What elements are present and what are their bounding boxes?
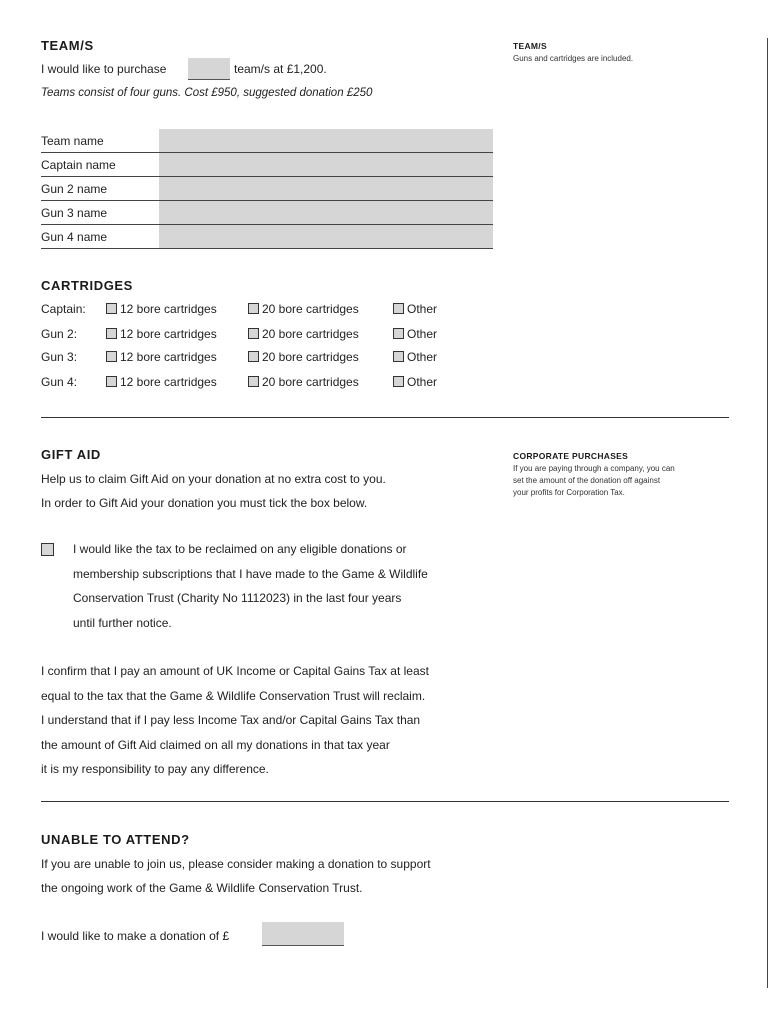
gun4-name-input[interactable] <box>159 225 493 248</box>
declaration-line: Conservation Trust (Charity No 1112023) in the last four years <box>73 591 402 605</box>
purchase-prefix: I would like to purchase <box>41 62 167 76</box>
checkbox-12-bore[interactable] <box>106 328 117 339</box>
gift-aid-checkbox[interactable] <box>41 543 54 556</box>
team-name-row <box>41 129 493 153</box>
team-note: Teams consist of four guns. Cost £950, suggested donation £250 <box>41 87 373 99</box>
cartridge-row-gun3 <box>41 350 481 368</box>
option-20-label: 20 bore cartridges <box>262 350 359 364</box>
checkbox-other[interactable] <box>393 351 404 362</box>
gun3-name-row <box>41 201 493 225</box>
donation-label: I would like to make a donation of £ <box>41 929 230 943</box>
option-other-label: Other <box>407 375 438 389</box>
checkbox-other[interactable] <box>393 328 404 339</box>
team-heading: TEAM/S <box>41 38 94 53</box>
option-20-label: 20 bore cartridges <box>262 375 359 389</box>
sidebar-corporate-line: your profits for Corporation Tax. <box>513 488 625 497</box>
option-12-label: 12 bore cartridges <box>120 302 217 316</box>
cartridge-row-gun2 <box>41 327 481 345</box>
donation-amount-field[interactable] <box>262 922 344 946</box>
checkbox-12-bore[interactable] <box>106 351 117 362</box>
team-name-input[interactable] <box>159 129 493 152</box>
gun2-name-row <box>41 177 493 201</box>
field-label: Captain name <box>41 158 116 172</box>
sidebar-corporate-heading: CORPORATE PURCHASES <box>513 451 629 461</box>
cartridge-row-gun4 <box>41 375 481 393</box>
checkbox-12-bore[interactable] <box>106 303 117 314</box>
unable-heading: UNABLE TO ATTEND? <box>41 832 190 847</box>
cartridge-row-label: Gun 4: <box>41 375 78 389</box>
section-divider <box>41 801 729 802</box>
checkbox-20-bore[interactable] <box>248 376 259 387</box>
sidebar-team-text: Guns and cartridges are included. <box>513 54 634 63</box>
field-label: Gun 2 name <box>41 182 108 196</box>
checkbox-other[interactable] <box>393 303 404 314</box>
gift-aid-confirmation <box>41 659 429 782</box>
purchase-suffix: team/s at £1,200. <box>234 62 327 76</box>
declaration-line: membership subscriptions that I have made to the Game & Wildlife <box>73 566 428 581</box>
sidebar-corporate-line: set the amount of the donation off against <box>513 476 661 485</box>
sidebar-corporate-text <box>513 463 733 499</box>
confirm-line: it is my responsibility to pay any difference. <box>41 762 269 776</box>
cartridge-row-label: Captain: <box>41 302 86 316</box>
field-label: Gun 3 name <box>41 206 108 220</box>
unable-line-1: If you are unable to join us, please consider making a donation to support <box>41 857 431 871</box>
gun4-name-row <box>41 225 493 249</box>
cartridge-row-label: Gun 3: <box>41 350 78 364</box>
option-12-label: 12 bore cartridges <box>120 327 217 341</box>
gift-aid-intro-1: Help us to claim Gift Aid on your donation at no extra cost to you. <box>41 472 386 486</box>
option-20-label: 20 bore cartridges <box>262 327 359 341</box>
gun3-name-input[interactable] <box>159 201 493 224</box>
unable-line-2: the ongoing work of the Game & Wildlife Conservation Trust. <box>41 881 363 895</box>
field-label: Gun 4 name <box>41 230 108 244</box>
confirm-line: the amount of Gift Aid claimed on all my donations in that tax year <box>41 737 390 752</box>
checkbox-12-bore[interactable] <box>106 376 117 387</box>
gift-aid-declaration <box>73 537 428 635</box>
row-rule <box>41 248 493 249</box>
gift-aid-intro-2: In order to Gift Aid your donation you must tick the box below. <box>41 496 368 510</box>
option-12-label: 12 bore cartridges <box>120 375 217 389</box>
option-other-label: Other <box>407 327 438 341</box>
page-edge-line <box>767 38 768 988</box>
checkbox-20-bore[interactable] <box>248 328 259 339</box>
gift-aid-heading: GIFT AID <box>41 447 101 462</box>
declaration-line: until further notice. <box>73 615 172 630</box>
confirm-line: I understand that if I pay less Income Tax and/or Capital Gains Tax than <box>41 713 421 727</box>
team-quantity-field[interactable] <box>188 58 230 80</box>
sidebar-team-heading: TEAM/S <box>513 41 547 51</box>
captain-name-row <box>41 153 493 177</box>
confirm-line: I confirm that I pay an amount of UK Income or Capital Gains Tax at least <box>41 664 429 678</box>
captain-name-input[interactable] <box>159 153 493 176</box>
option-12-label: 12 bore cartridges <box>120 350 217 364</box>
cartridges-heading: CARTRIDGES <box>41 278 133 293</box>
gun2-name-input[interactable] <box>159 177 493 200</box>
section-divider <box>41 417 729 418</box>
confirm-line: equal to the tax that the Game & Wildlife Conservation Trust will reclaim. <box>41 688 426 703</box>
option-20-label: 20 bore cartridges <box>262 302 359 316</box>
option-other-label: Other <box>407 302 438 316</box>
checkbox-20-bore[interactable] <box>248 303 259 314</box>
field-label: Team name <box>41 134 104 148</box>
option-other-label: Other <box>407 350 438 364</box>
sidebar-corporate-line: If you are paying through a company, you can <box>513 464 675 473</box>
checkbox-other[interactable] <box>393 376 404 387</box>
cartridge-row-captain <box>41 302 481 320</box>
cartridge-row-label: Gun 2: <box>41 327 78 341</box>
declaration-line: I would like the tax to be reclaimed on any eligible donations or <box>73 542 407 556</box>
checkbox-20-bore[interactable] <box>248 351 259 362</box>
